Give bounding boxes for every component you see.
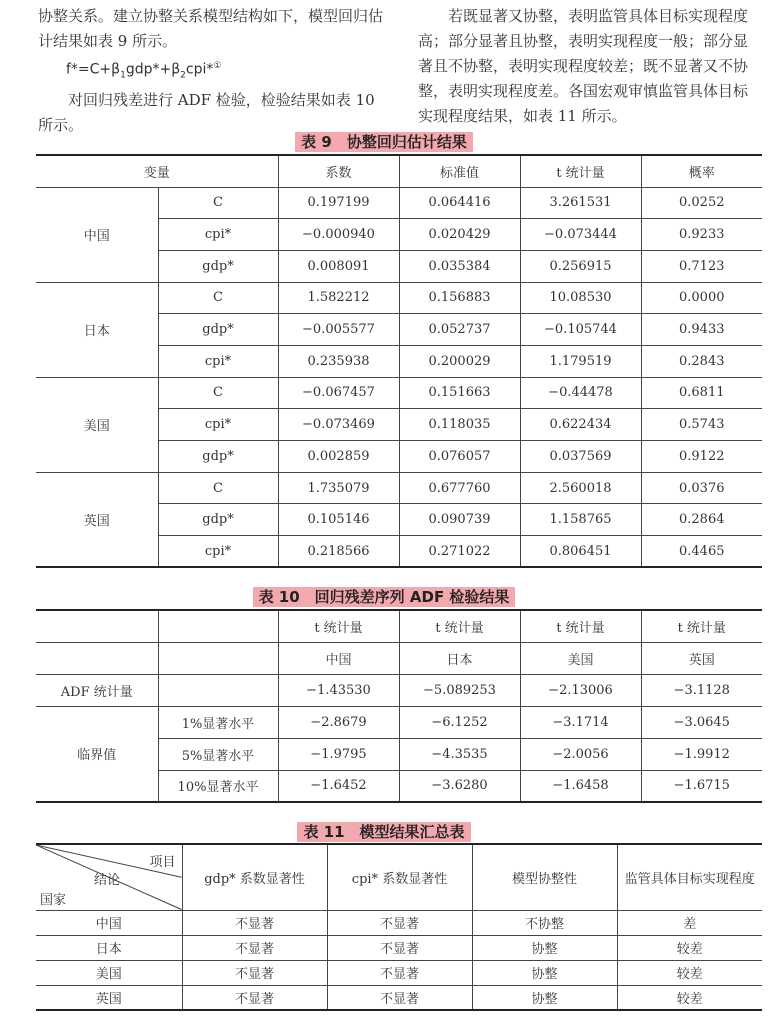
country-label: 美国 xyxy=(520,642,641,674)
table11 xyxy=(36,843,762,1011)
table-cell: 0.2843 xyxy=(641,345,762,377)
table-cell: 1.158765 xyxy=(520,504,641,536)
table-cell: −3.6280 xyxy=(399,770,520,802)
table10-country-row xyxy=(36,642,762,674)
table10-stat-header: t 统计量 xyxy=(278,610,399,642)
table10-stat-header: t 统计量 xyxy=(641,610,762,642)
table-cell: 0.0376 xyxy=(641,472,762,504)
empty-cell xyxy=(158,674,278,706)
table-cell: 1.735079 xyxy=(278,472,399,504)
table11-row xyxy=(36,985,762,1010)
empty-cell xyxy=(158,610,278,642)
table-cell: gdp* xyxy=(158,250,278,282)
table-cell: 0.7123 xyxy=(641,250,762,282)
table-cell: 协整 xyxy=(472,985,617,1010)
table-cell: gdp* xyxy=(158,314,278,346)
table9-row xyxy=(36,377,762,409)
formula-prefix: f*=C+β xyxy=(66,61,121,78)
table11-row xyxy=(36,935,762,960)
empty-cell xyxy=(158,642,278,674)
table-cell: 不协整 xyxy=(472,910,617,935)
table10-header-row xyxy=(36,610,762,642)
country-label: 英国 xyxy=(641,642,762,674)
table11-row xyxy=(36,910,762,935)
table-cell: gdp* xyxy=(158,504,278,536)
table-cell: 0.0252 xyxy=(641,187,762,219)
table-cell: −0.073444 xyxy=(520,219,641,251)
table-cell: −0.067457 xyxy=(278,377,399,409)
country-label: 英国 xyxy=(36,472,158,567)
table-cell: cpi* xyxy=(158,409,278,441)
left-text-column xyxy=(38,4,390,138)
table-cell: 0.9122 xyxy=(641,441,762,473)
left-paragraph-2: 对回归残差进行 ADF 检验，检验结果如表 10 所示。 xyxy=(38,91,375,135)
table9-header-row xyxy=(36,155,762,187)
table-cell: 0.4465 xyxy=(641,536,762,568)
table-cell: 不显著 xyxy=(182,960,327,985)
table-cell: 0.118035 xyxy=(399,409,520,441)
table-cell: 0.076057 xyxy=(399,441,520,473)
table9-header-cell: 标准值 xyxy=(399,155,520,187)
table-cell: 0.020429 xyxy=(399,219,520,251)
country-label: 中国 xyxy=(278,642,399,674)
table-cell: C xyxy=(158,282,278,314)
table-cell: gdp* xyxy=(158,441,278,473)
formula-mid: gdp*+β xyxy=(125,61,181,78)
table-cell: −1.6452 xyxy=(278,770,399,802)
critical-value-label: 临界值 xyxy=(36,706,158,802)
table-cell: C xyxy=(158,472,278,504)
table-cell: −1.43530 xyxy=(278,674,399,706)
table-cell: 0.197199 xyxy=(278,187,399,219)
regression-formula xyxy=(38,54,390,88)
table-cell: 不显著 xyxy=(327,910,472,935)
table-cell: 0.200029 xyxy=(399,345,520,377)
table-cell: 0.008091 xyxy=(278,250,399,282)
table-cell: −3.0645 xyxy=(641,706,762,738)
left-paragraph-1: 协整关系。建立协整关系模型结构如下，模型回归估计结果如表 9 所示。 xyxy=(38,7,384,50)
table-cell: −6.1252 xyxy=(399,706,520,738)
table-cell: 不显著 xyxy=(327,935,472,960)
table-cell: 0.622434 xyxy=(520,409,641,441)
table-cell: cpi* xyxy=(158,219,278,251)
table-cell: −2.0056 xyxy=(520,738,641,770)
table10 xyxy=(36,609,762,803)
country-label: 中国 xyxy=(36,910,182,935)
table-cell: 0.064416 xyxy=(399,187,520,219)
table-cell: 不显著 xyxy=(182,910,327,935)
empty-cell xyxy=(36,642,158,674)
table-cell: −1.9912 xyxy=(641,738,762,770)
table11-header-cell: cpi* 系数显著性 xyxy=(327,844,472,910)
country-label: 日本 xyxy=(36,935,182,960)
table-cell: 0.0000 xyxy=(641,282,762,314)
table-cell: C xyxy=(158,187,278,219)
table-cell: 0.156883 xyxy=(399,282,520,314)
table10-stat-header: t 统计量 xyxy=(399,610,520,642)
significance-level: 1%显著水平 xyxy=(158,706,278,738)
table11-header-row xyxy=(36,844,762,910)
table-cell: 0.105146 xyxy=(278,504,399,536)
right-text-column xyxy=(418,4,758,129)
table-cell: 较差 xyxy=(617,935,762,960)
table-cell: 差 xyxy=(617,910,762,935)
table-cell: 不显著 xyxy=(182,985,327,1010)
table-cell: 0.151663 xyxy=(399,377,520,409)
formula-sub-2: 2 xyxy=(180,70,186,81)
table-cell: 0.6811 xyxy=(641,377,762,409)
table11-header-cell: gdp* 系数显著性 xyxy=(182,844,327,910)
table9-header-variable: 变量 xyxy=(36,155,278,187)
table9-row xyxy=(36,282,762,314)
formula-footnote-mark: ① xyxy=(213,61,222,71)
formula-sub-1: 1 xyxy=(120,70,126,81)
table-cell: −3.1714 xyxy=(520,706,641,738)
table-cell: −1.6715 xyxy=(641,770,762,802)
table-cell: −3.1128 xyxy=(641,674,762,706)
table9-header-cell: 系数 xyxy=(278,155,399,187)
table-cell: 0.9433 xyxy=(641,314,762,346)
table-cell: 协整 xyxy=(472,960,617,985)
table-cell: 0.218566 xyxy=(278,536,399,568)
table-cell: 0.052737 xyxy=(399,314,520,346)
table-cell: −0.105744 xyxy=(520,314,641,346)
table9-header-cell: t 统计量 xyxy=(520,155,641,187)
table-cell: cpi* xyxy=(158,536,278,568)
table9-row xyxy=(36,472,762,504)
table10-stat-header: t 统计量 xyxy=(520,610,641,642)
table-cell: −0.000940 xyxy=(278,219,399,251)
country-label: 日本 xyxy=(36,282,158,377)
table-cell: 0.035384 xyxy=(399,250,520,282)
table11-title: 表 11 模型结果汇总表 xyxy=(0,821,768,842)
table-cell: 较差 xyxy=(617,985,762,1010)
table-cell: −0.44478 xyxy=(520,377,641,409)
country-label: 美国 xyxy=(36,377,158,472)
table-cell: 0.806451 xyxy=(520,536,641,568)
country-label: 日本 xyxy=(399,642,520,674)
table-cell: 0.9233 xyxy=(641,219,762,251)
country-label: 中国 xyxy=(36,187,158,282)
table10-critical-row xyxy=(36,706,762,738)
formula-end: cpi* xyxy=(185,61,214,78)
adf-label: ADF 统计量 xyxy=(36,674,158,706)
table-cell: 0.002859 xyxy=(278,441,399,473)
table11-header-cell: 监管具体目标实现程度 xyxy=(617,844,762,910)
table-cell: −2.8679 xyxy=(278,706,399,738)
table-cell: 2.560018 xyxy=(520,472,641,504)
table-cell: 协整 xyxy=(472,935,617,960)
table11-header-cell: 模型协整性 xyxy=(472,844,617,910)
table-cell: 0.5743 xyxy=(641,409,762,441)
country-label: 美国 xyxy=(36,960,182,985)
table-cell: 0.235938 xyxy=(278,345,399,377)
table11-row xyxy=(36,960,762,985)
table-cell: 0.256915 xyxy=(520,250,641,282)
table-cell: 0.037569 xyxy=(520,441,641,473)
table-cell: 1.179519 xyxy=(520,345,641,377)
table-cell: 0.677760 xyxy=(399,472,520,504)
table-cell: 0.090739 xyxy=(399,504,520,536)
significance-level: 10%显著水平 xyxy=(158,770,278,802)
table-cell: −5.089253 xyxy=(399,674,520,706)
table9 xyxy=(36,154,762,568)
corner-label-country: 国家 xyxy=(40,893,67,908)
table-cell: −1.9795 xyxy=(278,738,399,770)
table9-row xyxy=(36,187,762,219)
table-cell: C xyxy=(158,377,278,409)
table-cell: −2.13006 xyxy=(520,674,641,706)
table-cell: −0.073469 xyxy=(278,409,399,441)
corner-label-item: 项目 xyxy=(149,855,176,870)
table9-title: 表 9 协整回归估计结果 xyxy=(0,131,768,152)
table-cell: 3.261531 xyxy=(520,187,641,219)
table10-title: 表 10 回归残差序列 ADF 检验结果 xyxy=(0,586,768,607)
table-cell: −0.005577 xyxy=(278,314,399,346)
diagonal-header-cell xyxy=(36,844,182,910)
table-cell: 0.271022 xyxy=(399,536,520,568)
table-cell: −4.3535 xyxy=(399,738,520,770)
table-cell: 较差 xyxy=(617,960,762,985)
table-cell: 10.08530 xyxy=(520,282,641,314)
table9-header-cell: 概率 xyxy=(641,155,762,187)
table-cell: 不显著 xyxy=(327,960,472,985)
right-paragraph-1: 若既显著又协整，表明监管具体目标实现程度高；部分显著且协整，表明实现程度一般；部分显著且不协整，表明实现程度较差；既不显著又不协整，表明实现程度差。各国宏观审慎监管具体目标实现程度结果，如表 11 所示。 xyxy=(418,7,749,125)
significance-level: 5%显著水平 xyxy=(158,738,278,770)
table-cell: −1.6458 xyxy=(520,770,641,802)
empty-cell xyxy=(36,610,158,642)
table-cell: 0.2864 xyxy=(641,504,762,536)
country-label: 英国 xyxy=(36,985,182,1010)
table-cell: 不显著 xyxy=(182,935,327,960)
table-cell: 不显著 xyxy=(327,985,472,1010)
corner-label-conclusion: 结论 xyxy=(94,873,121,888)
table10-adf-row xyxy=(36,674,762,706)
table-cell: cpi* xyxy=(158,345,278,377)
table-cell: 1.582212 xyxy=(278,282,399,314)
